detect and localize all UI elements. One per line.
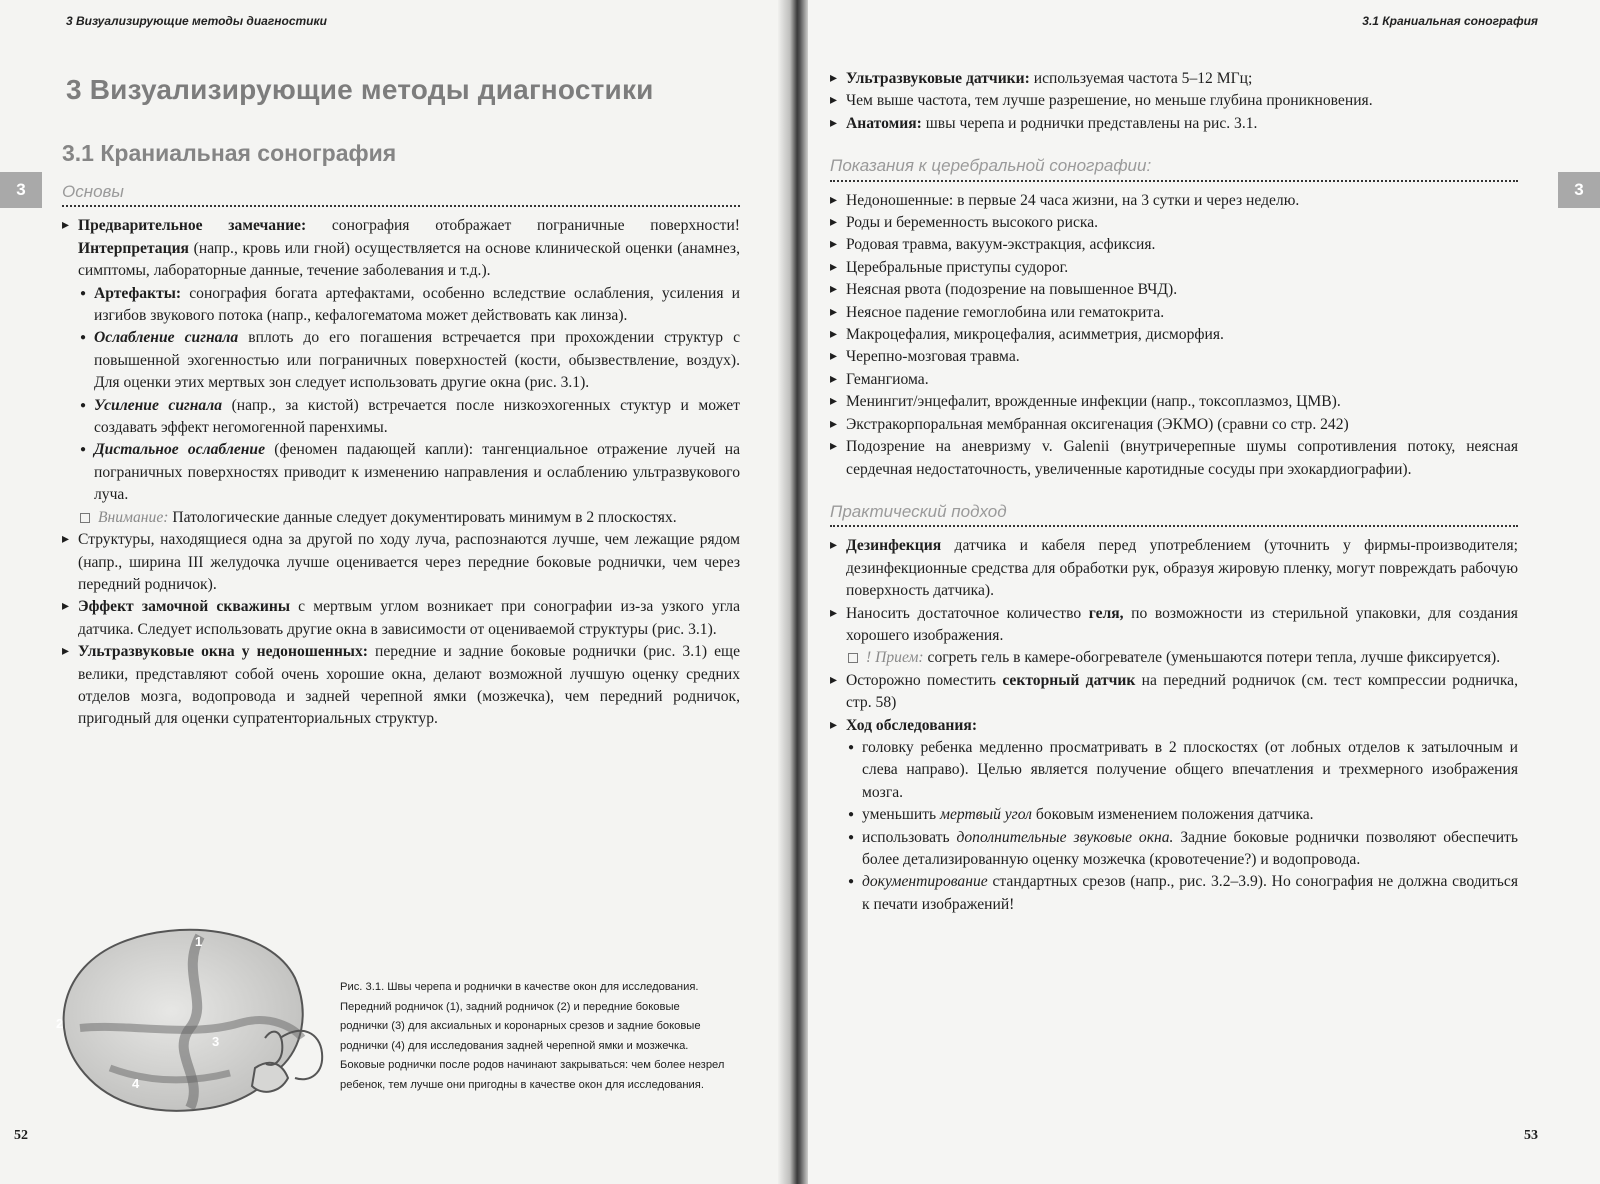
- left-page: [0, 0, 790, 1184]
- list-item: ▸ Роды и беременность высокого риска.: [830, 212, 1518, 234]
- list-item: ● использовать дополнительные звуковые окна. Задние боковые роднички позволяют обеспечить более детализированную оценку мозжечка (кровотечение?) и водопровода.: [846, 827, 1518, 872]
- subhead-practical: Практический подход: [830, 501, 1518, 527]
- indications-list: [830, 190, 1518, 481]
- list-item: ▸ Ультразвуковые датчики: используемая частота 5–12 МГц;: [830, 68, 1518, 90]
- skull-figure: [40, 918, 340, 1128]
- list-item: ▸ Наносить достаточное количество геля, по возможности из стерильной упаковки, для создания хорошего изображения.: [830, 603, 1518, 648]
- fig-label-3: 3: [212, 1034, 220, 1049]
- running-head-right: 3.1 Краниальная сонография: [1362, 14, 1538, 28]
- chapter-tab-right: 3: [1558, 172, 1600, 208]
- list-item: ▸ Ход обследования:: [830, 715, 1518, 737]
- section-title: 3.1 Краниальная сонография: [62, 140, 397, 166]
- list-item: ▸ Макроцефалия, микроцефалия, асимметрия, дисморфия.: [830, 324, 1518, 346]
- list-item: ▸ Гемангиома.: [830, 369, 1518, 391]
- fig-label-2: 2: [56, 1016, 64, 1031]
- list-item: ● Усиление сигнала (напр., за кистой) встречается после низкоэхогенных стуктур и может создавать эффект негомогенной паренхимы.: [78, 395, 740, 440]
- exam-steps-list: [846, 737, 1518, 916]
- list-item: ● уменьшить мертвый угол боковым изменением положения датчика.: [846, 804, 1518, 826]
- list-item: ▸ Родовая травма, вакуум-экстракция, асфиксия.: [830, 234, 1518, 256]
- list-item: ▸ Недоношенные: в первые 24 часа жизни, на 3 сутки и через неделю.: [830, 190, 1518, 212]
- list-item: ▸ Черепно-мозговая травма.: [830, 346, 1518, 368]
- basics-list: [62, 215, 740, 282]
- list-item: ▸ Неясная рвота (подозрение на повышенное ВЧД).: [830, 279, 1518, 301]
- list-item: ▸ Церебральные приступы судорог.: [830, 257, 1518, 279]
- list-item: ▸ Структуры, находящиеся одна за другой по ходу луча, распознаются лучше, чем лежащие рядом (напр., ширина III желудочка лучше оценивается через передние боковые роднички, чем через передний родничок).: [62, 529, 740, 596]
- list-item: ▸ Менингит/энцефалит, врожденные инфекции (напр., токсоплазмоз, ЦМВ).: [830, 391, 1518, 413]
- list-item: ● документирование стандартных срезов (напр., рис. 3.2–3.9). Но сонография не должна сводиться к печати изображений!: [846, 871, 1518, 916]
- chapter-title: 3 Визуализирующие методы диагностики: [66, 74, 654, 105]
- tip-note: ! Прием: согреть гель в камере-обогревателе (уменьшаются потери тепла, лучше фиксируется).: [846, 647, 1518, 669]
- list-item: ▸ Чем выше частота, тем лучше разрешение, но меньше глубина проникновения.: [830, 90, 1518, 112]
- right-text-column: [830, 68, 1518, 916]
- note-box-icon: [848, 653, 858, 663]
- left-text-column: [62, 181, 740, 731]
- figure-caption: Рис. 3.1. Швы черепа и роднички в качестве окон для исследования. Передний родничок (1), задний родничок (2) и передние боковые роднички (3) для аксиальных и коронарных срезов и задние боковые роднички (4) для исследования задней черепной ямки и мозжечка. Боковые роднички после родов начинают закрываться: чем более незрел ребенок, тем лучше они пригодны в качестве окон для исследования.: [340, 981, 725, 1091]
- list-item: ● головку ребенка медленно просматривать в 2 плоскостях (от лобных отделов к затылочным и слева направо). Целью является получение общего впечатления и трехмерного изображения мозга.: [846, 737, 1518, 804]
- list-item: ▸ Неясное падение гемоглобина или гематокрита.: [830, 302, 1518, 324]
- page-number-right: 53: [1524, 1128, 1538, 1143]
- list-item: ▸ Анатомия: швы черепа и роднички представлены на рис. 3.1.: [830, 113, 1518, 135]
- page-number-left: 52: [14, 1128, 28, 1143]
- list-item: ▸ Дезинфекция датчика и кабеля перед употреблением (уточнить у фирмы-производителя; дезинфекционные средства для обработки рук, образуя жировую пленку, могут повреждать рабочую поверхность датчика).: [830, 535, 1518, 602]
- chapter-tab-left: 3: [0, 172, 42, 208]
- subhead-indications: Показания к церебральной сонографии:: [830, 155, 1518, 181]
- sensor-list: [830, 68, 1518, 135]
- practical-list: [830, 535, 1518, 647]
- list-item: ▸ Осторожно поместить секторный датчик на передний родничок (см. тест компрессии родничка, стр. 58): [830, 670, 1518, 715]
- list-item: ▸ Предварительное замечание: сонография отображает пограничные поверхности! Интерпретация (напр., кровь или гной) осуществляется на основе клинической оценки (анамнез, симптомы, лабораторные данные, течение заболевания и т.д.).: [62, 215, 740, 282]
- practical-list-2: [830, 670, 1518, 737]
- list-item: ▸ Подозрение на аневризму v. Galenii (внутричерепные шумы сопротивления потоку, неясная сердечная недостаточность, увеличенные каротидные сосуды при эхокардиографии).: [830, 436, 1518, 481]
- list-item: ▸ Экстракорпоральная мембранная оксигенация (ЭКМО) (сравни со стр. 242): [830, 414, 1518, 436]
- right-page: [808, 0, 1600, 1184]
- list-item: ● Ослабление сигнала вплоть до его погашения встречается при прохождении структур с повышенной эхогенностью или пограничных поверхностей (кости, обызвествление, воздух). Для оценки этих мертвых зон следует использовать другие окна (рис. 3.1).: [78, 327, 740, 394]
- fig-label-1: 1: [195, 934, 203, 949]
- fig-label-4: 4: [132, 1076, 140, 1091]
- list-item: ● Дистальное ослабление (феномен падающей капли): тангенциальное отражение лучей на пограничных поверхностях приводит к изменению направления и ослаблению ультразвукового луча.: [78, 439, 740, 506]
- artifact-list: [78, 283, 740, 507]
- list-item: ▸ Ультразвуковые окна у недоношенных: передние и задние боковые роднички (рис. 3.1) еще велики, представляют собой очень хорошие окна, делают возможной лучшую оценку средних отделов мозга, водопровода и задней черепной ямки (мозжечка), чем передний родничок, пригодный для оценки супратенториальных структур.: [62, 641, 740, 731]
- caution-note: Внимание: Патологические данные следует документировать минимум в 2 плоскостях.: [78, 507, 740, 529]
- list-item: ● Артефакты: сонография богата артефактами, особенно вследствие ослабления, усиления и изгибов звукового потока (напр., кефалогематома может действовать как линза).: [78, 283, 740, 328]
- running-head-left: 3 Визуализирующие методы диагностики: [66, 14, 327, 28]
- list-item: ▸ Эффект замочной скважины с мертвым углом возникает при сонографии из-за узкого угла датчика. Следует использовать другие окна в зависимости от оцениваемой структуры (рис. 3.1).: [62, 596, 740, 641]
- subhead-basics: Основы: [62, 181, 740, 207]
- basics-list-2: [62, 529, 740, 731]
- note-box-icon: [80, 513, 90, 523]
